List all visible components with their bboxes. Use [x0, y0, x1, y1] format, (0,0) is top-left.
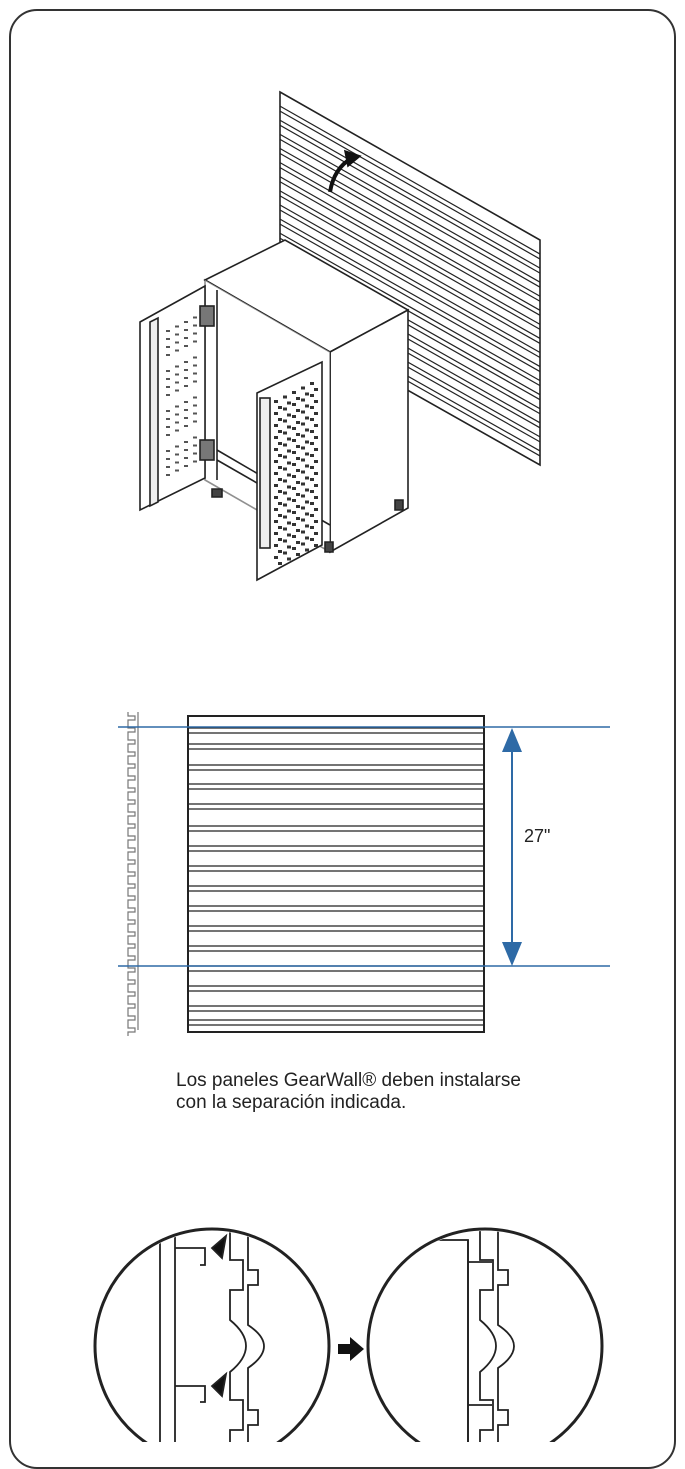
installation-caption: Los paneles GearWall® deben instalarse con la separación indicada.	[176, 1070, 521, 1113]
slatwall-front-panel	[188, 716, 484, 1032]
cabinet-illustration	[140, 92, 540, 580]
right-door-pegboard	[257, 362, 322, 580]
right-arrow-icon	[338, 1337, 364, 1361]
front-view-diagram	[118, 712, 610, 1036]
dimension-label: 27"	[524, 826, 551, 846]
hook-arrow-bottom	[212, 1374, 226, 1396]
dimension-arrow-icon	[502, 728, 522, 966]
left-door-open	[140, 286, 214, 510]
hook-arrow-top	[212, 1236, 226, 1258]
detail-circle-before	[80, 1215, 329, 1442]
slatwall-side-profile	[128, 712, 138, 1036]
hanging-detail	[80, 1215, 602, 1442]
detail-circle-after	[360, 1215, 602, 1442]
